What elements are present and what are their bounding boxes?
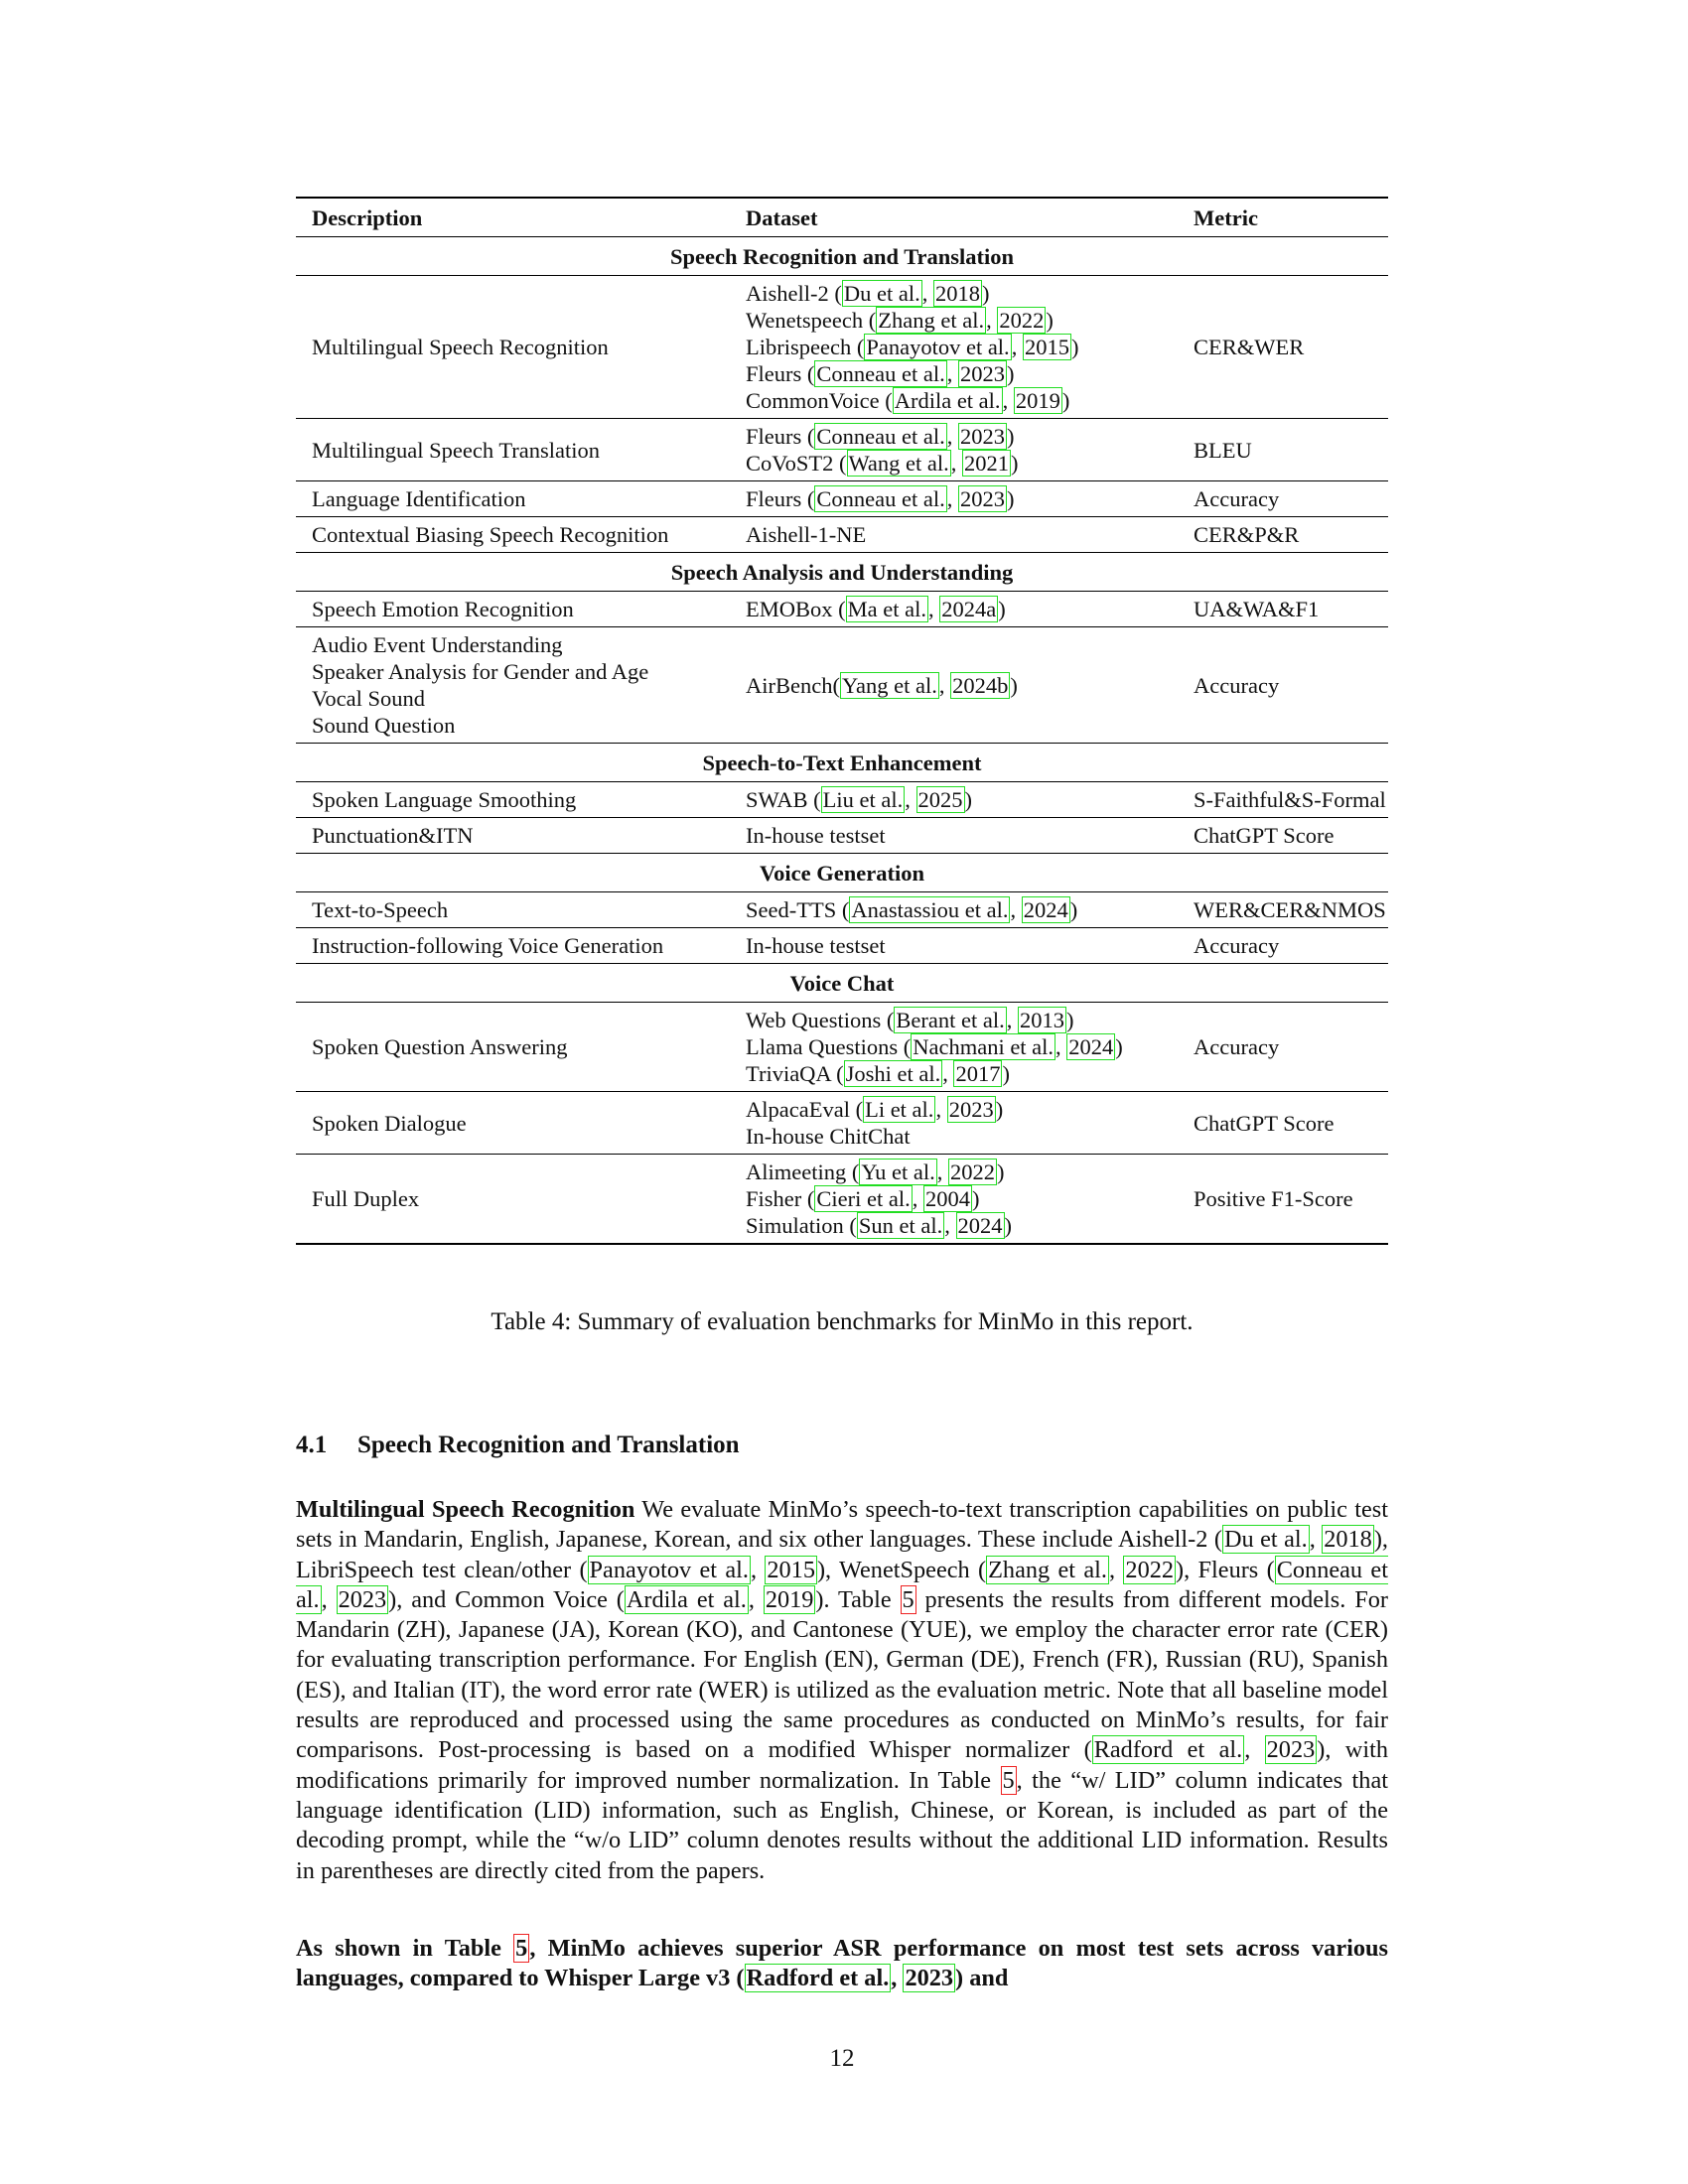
dataset-line: Fleurs (Conneau et al., 2023) <box>746 361 1015 386</box>
citation-link[interactable]: 2023 <box>338 1585 387 1613</box>
text-run: ) and <box>955 1965 1009 1992</box>
dataset-line: Aishell-2 (Du et al., 2018) <box>746 281 990 306</box>
dataset-name: Librispeech <box>746 335 857 359</box>
dataset-name: Fleurs <box>746 424 807 449</box>
dataset-cell <box>730 419 1178 481</box>
dataset-line: Alimeeting (Yu et al., 2022) <box>746 1160 1005 1184</box>
dataset-line <box>746 932 1178 959</box>
text-run: ). Table <box>815 1585 901 1613</box>
metric-cell: Accuracy <box>1178 481 1388 517</box>
description-cell <box>296 419 730 481</box>
dataset-name: AirBench <box>746 672 833 698</box>
citation-year-link[interactable]: 2024 <box>1023 897 1068 922</box>
header-metric: Metric <box>1178 198 1388 237</box>
table-caption: Table 4: Summary of evaluation benchmarks for MinMo in this report. <box>491 1308 1194 1335</box>
citation-author-link[interactable]: Li et al. <box>865 1097 934 1122</box>
metric-cell: WER&CER&NMOS <box>1178 892 1388 928</box>
citation-author-link[interactable]: Conneau et al. <box>816 486 945 511</box>
description-line: Multilingual Speech Recognition <box>312 335 609 359</box>
text-run: ), and Common Voice ( <box>388 1585 625 1613</box>
citation-author-link[interactable]: Cieri et al. <box>816 1186 911 1211</box>
dataset-name: In-house ChitChat <box>746 1124 911 1149</box>
dataset-name: Simulation <box>746 1213 850 1238</box>
table-row <box>296 627 1388 744</box>
section-row <box>296 744 1388 782</box>
text-run: , <box>1309 1526 1323 1554</box>
citation-link[interactable]: 2022 <box>1125 1556 1175 1583</box>
dataset-cell <box>730 592 1178 627</box>
description-cell <box>296 1003 730 1092</box>
dataset-name: In-house testset <box>746 933 886 958</box>
section-row <box>296 237 1388 276</box>
dataset-line: SWAB (Liu et al., 2025) <box>746 787 972 812</box>
table-row <box>296 892 1388 928</box>
section-title-cell: Speech-to-Text Enhancement <box>296 744 1388 782</box>
citation-year-link[interactable]: 2018 <box>934 281 980 306</box>
citation-year-link[interactable]: 2004 <box>924 1186 970 1211</box>
dataset-line: AlpacaEval (Li et al., 2023) <box>746 1097 1004 1122</box>
dataset-line <box>746 1123 1178 1150</box>
citation-author-link[interactable]: Ardila et al. <box>894 388 1001 413</box>
dataset-line: Llama Questions (Nachmani et al., 2024) <box>746 1034 1123 1059</box>
description-cell <box>296 1155 730 1245</box>
dataset-cell <box>730 627 1178 744</box>
citation-link[interactable]: Radford et al. <box>746 1965 890 1992</box>
description-cell <box>296 517 730 553</box>
dataset-name: Alimeeting <box>746 1160 852 1184</box>
citation-year-link[interactable]: 2015 <box>1024 335 1069 359</box>
dataset-cell <box>730 517 1178 553</box>
citation-author-link[interactable]: Yang et al. <box>841 672 937 698</box>
table-row <box>296 517 1388 553</box>
description-line: Vocal Sound <box>312 686 425 711</box>
dataset-line <box>746 521 1178 548</box>
dataset-cell <box>730 276 1178 419</box>
citation-link[interactable]: 2023 <box>905 1965 954 1992</box>
paragraph-run-in-heading: Multilingual Speech Recognition <box>296 1496 635 1523</box>
citation-author-link[interactable]: Wang et al. <box>848 451 949 476</box>
dataset-cell <box>730 1003 1178 1092</box>
dataset-line: EMOBox (Ma et al., 2024a) <box>746 597 1006 621</box>
metric-cell: CER&WER <box>1178 276 1388 419</box>
dataset-cell <box>730 481 1178 517</box>
dataset-name: SWAB <box>746 787 814 812</box>
description-line: Instruction-following Voice Generation <box>312 933 664 958</box>
description-line: Multilingual Speech Translation <box>312 437 600 463</box>
description-cell <box>296 276 730 419</box>
text-run: ), Fleurs ( <box>1176 1556 1275 1583</box>
paragraph-asr <box>296 1495 1388 1886</box>
description-cell <box>296 782 730 818</box>
table-row <box>296 419 1388 481</box>
citation-year-link[interactable]: 2023 <box>948 1097 994 1122</box>
description-line: Full Duplex <box>312 1186 420 1211</box>
table-row <box>296 1092 1388 1155</box>
text-run: ), LibriSpeech test clean/other ( <box>296 1526 1388 1583</box>
citation-author-link[interactable]: Conneau et al. <box>816 361 945 386</box>
dataset-line <box>746 822 1178 849</box>
description-cell <box>296 627 730 744</box>
citation-author-link[interactable]: Conneau et al. <box>816 424 945 449</box>
dataset-line: Simulation (Sun et al., 2024) <box>746 1213 1013 1238</box>
dataset-name: CommonVoice <box>746 388 886 413</box>
dataset-line: Fisher (Cieri et al., 2004) <box>746 1186 980 1211</box>
metric-cell: CER&P&R <box>1178 517 1388 553</box>
citation-link[interactable]: 2023 <box>1266 1736 1316 1764</box>
citation-year-link[interactable]: 2019 <box>1015 388 1060 413</box>
benchmark-table <box>296 197 1388 1245</box>
dataset-cell <box>730 1155 1178 1245</box>
text-run: , <box>748 1585 764 1613</box>
table-reference-link[interactable]: 5 <box>902 1585 914 1613</box>
description-line: Audio Event Understanding <box>312 632 563 657</box>
citation-author-link[interactable]: Sun et al. <box>858 1213 943 1238</box>
dataset-line: TriviaQA (Joshi et al., 2017) <box>746 1061 1010 1086</box>
text-run: As shown in Table <box>296 1935 514 1962</box>
section-row <box>296 964 1388 1003</box>
citation-author-link[interactable]: Yu et al. <box>861 1160 935 1184</box>
citation-year-link[interactable]: 2023 <box>959 486 1005 511</box>
page-number: 12 <box>829 2045 855 2072</box>
description-cell <box>296 1092 730 1155</box>
description-line: Language Identification <box>312 486 526 511</box>
metric-cell: BLEU <box>1178 419 1388 481</box>
citation-author-link[interactable]: Joshi et al. <box>845 1061 941 1086</box>
dataset-name: CoVoST2 <box>746 451 839 476</box>
dataset-name: TriviaQA <box>746 1061 837 1086</box>
text-run: , MinMo achieves superior ASR performance on most test sets across various languages, compared to Whisper Large v3 ( <box>296 1935 1388 1992</box>
dataset-line: Wenetspeech (Zhang et al., 2022) <box>746 308 1054 333</box>
section-row <box>296 854 1388 892</box>
text-run: , <box>750 1556 766 1583</box>
table-reference-link[interactable]: 5 <box>1002 1766 1015 1794</box>
table-row <box>296 1155 1388 1245</box>
section-title: Speech Recognition and Translation <box>357 1432 740 1458</box>
citation-link[interactable]: 2015 <box>767 1556 815 1583</box>
text-run: presents the results from different models. For Mandarin (ZH), Japanese (JA), Korean (KO), and Cantonese (YUE), we employ the character error rate (CER) for evaluating transcription performance. For English (EN), German (DE), French (FR), Russian (RU), Spanish (ES), and Italian (IT), the word error rate (WER) is utilized as the evaluation metric. Note that all baseline model results are reproduced and processed using the same procedures as conducted on MinMo’s results, for fair comparisons. Post-processing is based on a modified Whisper normalizer ( <box>296 1585 1388 1764</box>
citation-link[interactable]: Radford et al. <box>1093 1736 1243 1764</box>
dataset-line: Fleurs (Conneau et al., 2023) <box>746 424 1015 449</box>
paragraph-asr-summary <box>296 1934 1388 1994</box>
description-cell <box>296 481 730 517</box>
text-run: , the “w/ LID” column indicates that language identification (LID) information, such as English, Chinese, or Korean, is included as part of the decoding prompt, while the “w/o LID” column denotes results without the additional LID information. Results in parentheses are directly cited from the papers. <box>296 1766 1388 1884</box>
dataset-cell <box>730 892 1178 928</box>
section-title-cell: Speech Recognition and Translation <box>296 237 1388 276</box>
metric-cell: Accuracy <box>1178 928 1388 964</box>
description-cell <box>296 592 730 627</box>
description-cell <box>296 928 730 964</box>
dataset-line: CommonVoice (Ardila et al., 2019) <box>746 388 1070 413</box>
metric-cell: ChatGPT Score <box>1178 818 1388 854</box>
citation-year-link[interactable]: 2024b <box>952 672 1009 698</box>
description-line: Sound Question <box>312 713 456 738</box>
citation-year-link[interactable]: 2021 <box>964 451 1010 476</box>
table-reference-link[interactable]: 5 <box>515 1935 528 1962</box>
citation-link[interactable]: 2019 <box>765 1585 814 1613</box>
description-line: Contextual Biasing Speech Recognition <box>312 522 669 547</box>
citation-year-link[interactable]: 2024a <box>941 597 997 621</box>
description-cell <box>296 818 730 854</box>
dataset-name: Fleurs <box>746 486 807 511</box>
text-run: , <box>1244 1736 1265 1764</box>
description-line: Spoken Dialogue <box>312 1110 467 1136</box>
header-dataset: Dataset <box>730 198 1178 237</box>
text-run: We evaluate MinMo’s speech-to-text transcription capabilities on public test sets in Mandarin, English, Japanese, Korean, and six other languages. These include Aishell-2 ( <box>296 1496 1389 1554</box>
citation-author-link[interactable]: Liu et al. <box>822 787 904 812</box>
citation-year-link[interactable]: 2013 <box>1020 1008 1064 1032</box>
citation-year-link[interactable]: 2023 <box>959 424 1005 449</box>
dataset-cell <box>730 928 1178 964</box>
dataset-name: Wenetspeech <box>746 308 869 333</box>
dataset-cell <box>730 782 1178 818</box>
metric-cell: Accuracy <box>1178 627 1388 744</box>
table-row <box>296 782 1388 818</box>
table-row <box>296 592 1388 627</box>
dataset-cell <box>730 818 1178 854</box>
citation-year-link[interactable]: 2022 <box>949 1160 995 1184</box>
citation-year-link[interactable]: 2017 <box>955 1061 1001 1086</box>
metric-cell: Positive F1-Score <box>1178 1155 1388 1245</box>
table-body <box>296 237 1388 1245</box>
dataset-cell <box>730 1092 1178 1155</box>
dataset-line: Librispeech (Panayotov et al., 2015) <box>746 335 1079 359</box>
citation-author-link[interactable]: Anastassiou et al. <box>851 897 1009 922</box>
text-run: ), with modifications primarily for improved number normalization. In Table <box>296 1736 1388 1794</box>
citation-author-link[interactable]: Nachmani et al. <box>913 1034 1055 1059</box>
section-heading <box>296 1432 740 1459</box>
metric-cell: Accuracy <box>1178 1003 1388 1092</box>
dataset-name: Fisher <box>746 1186 807 1211</box>
table-header-row <box>296 198 1388 237</box>
dataset-name: Llama Questions <box>746 1034 904 1059</box>
citation-author-link[interactable]: Zhang et al. <box>878 308 985 333</box>
metric-cell: UA&WA&F1 <box>1178 592 1388 627</box>
section-title-cell: Voice Generation <box>296 854 1388 892</box>
citation-link[interactable]: Du et al. <box>1223 1526 1308 1554</box>
citation-year-link[interactable]: 2022 <box>999 308 1045 333</box>
citation-year-link[interactable]: 2024 <box>1068 1034 1114 1059</box>
table-row <box>296 1003 1388 1092</box>
dataset-name: Aishell-2 <box>746 281 835 306</box>
dataset-line: AirBench(Yang et al., 2024b) <box>746 672 1018 698</box>
dataset-name: EMOBox <box>746 597 839 621</box>
citation-year-link[interactable]: 2023 <box>959 361 1005 386</box>
description-line: Text-to-Speech <box>312 897 449 922</box>
text-run: , <box>891 1965 904 1992</box>
section-title-cell: Speech Analysis and Understanding <box>296 553 1388 592</box>
citation-author-link[interactable]: Ma et al. <box>847 597 926 621</box>
dataset-line: Fleurs (Conneau et al., 2023) <box>746 486 1015 511</box>
table-row <box>296 928 1388 964</box>
citation-link[interactable]: Conneau et al. <box>296 1556 1388 1613</box>
dataset-name: Seed-TTS <box>746 897 842 922</box>
citation-link[interactable]: Zhang et al. <box>988 1556 1107 1583</box>
citation-year-link[interactable]: 2025 <box>917 787 963 812</box>
citation-link[interactable]: Ardila et al. <box>626 1585 747 1613</box>
table-row <box>296 481 1388 517</box>
dataset-line: Seed-TTS (Anastassiou et al., 2024) <box>746 897 1078 922</box>
table-row <box>296 276 1388 419</box>
citation-author-link[interactable]: Panayotov et al. <box>866 335 1010 359</box>
text-run: ), WenetSpeech ( <box>816 1556 987 1583</box>
dataset-name: AlpacaEval <box>746 1097 856 1122</box>
table-row <box>296 818 1388 854</box>
metric-cell: ChatGPT Score <box>1178 1092 1388 1155</box>
section-title-cell: Voice Chat <box>296 964 1388 1003</box>
dataset-name: In-house testset <box>746 823 886 848</box>
description-line: Spoken Language Smoothing <box>312 787 577 812</box>
description-line: Spoken Question Answering <box>312 1034 568 1059</box>
section-number: 4.1 <box>296 1432 328 1458</box>
citation-year-link[interactable]: 2024 <box>957 1213 1003 1238</box>
dataset-name: Aishell-1-NE <box>746 522 867 547</box>
description-cell <box>296 892 730 928</box>
citation-author-link[interactable]: Berant et al. <box>896 1008 1005 1032</box>
dataset-name: Web Questions <box>746 1008 887 1032</box>
dataset-line: CoVoST2 (Wang et al., 2021) <box>746 451 1019 476</box>
citation-link[interactable]: 2018 <box>1324 1526 1372 1554</box>
description-line: Speech Emotion Recognition <box>312 597 574 621</box>
dataset-name: Fleurs <box>746 361 807 386</box>
citation-link[interactable]: Panayotov et al. <box>589 1556 749 1583</box>
metric-cell: S-Faithful&S-Formal <box>1178 782 1388 818</box>
section-row <box>296 553 1388 592</box>
dataset-line: Web Questions (Berant et al., 2013) <box>746 1008 1074 1032</box>
description-line: Punctuation&ITN <box>312 823 474 848</box>
citation-author-link[interactable]: Du et al. <box>843 281 920 306</box>
header-description: Description <box>296 198 730 237</box>
description-line: Speaker Analysis for Gender and Age <box>312 659 649 684</box>
text-run: , <box>321 1585 337 1613</box>
text-run: , <box>1109 1556 1124 1583</box>
